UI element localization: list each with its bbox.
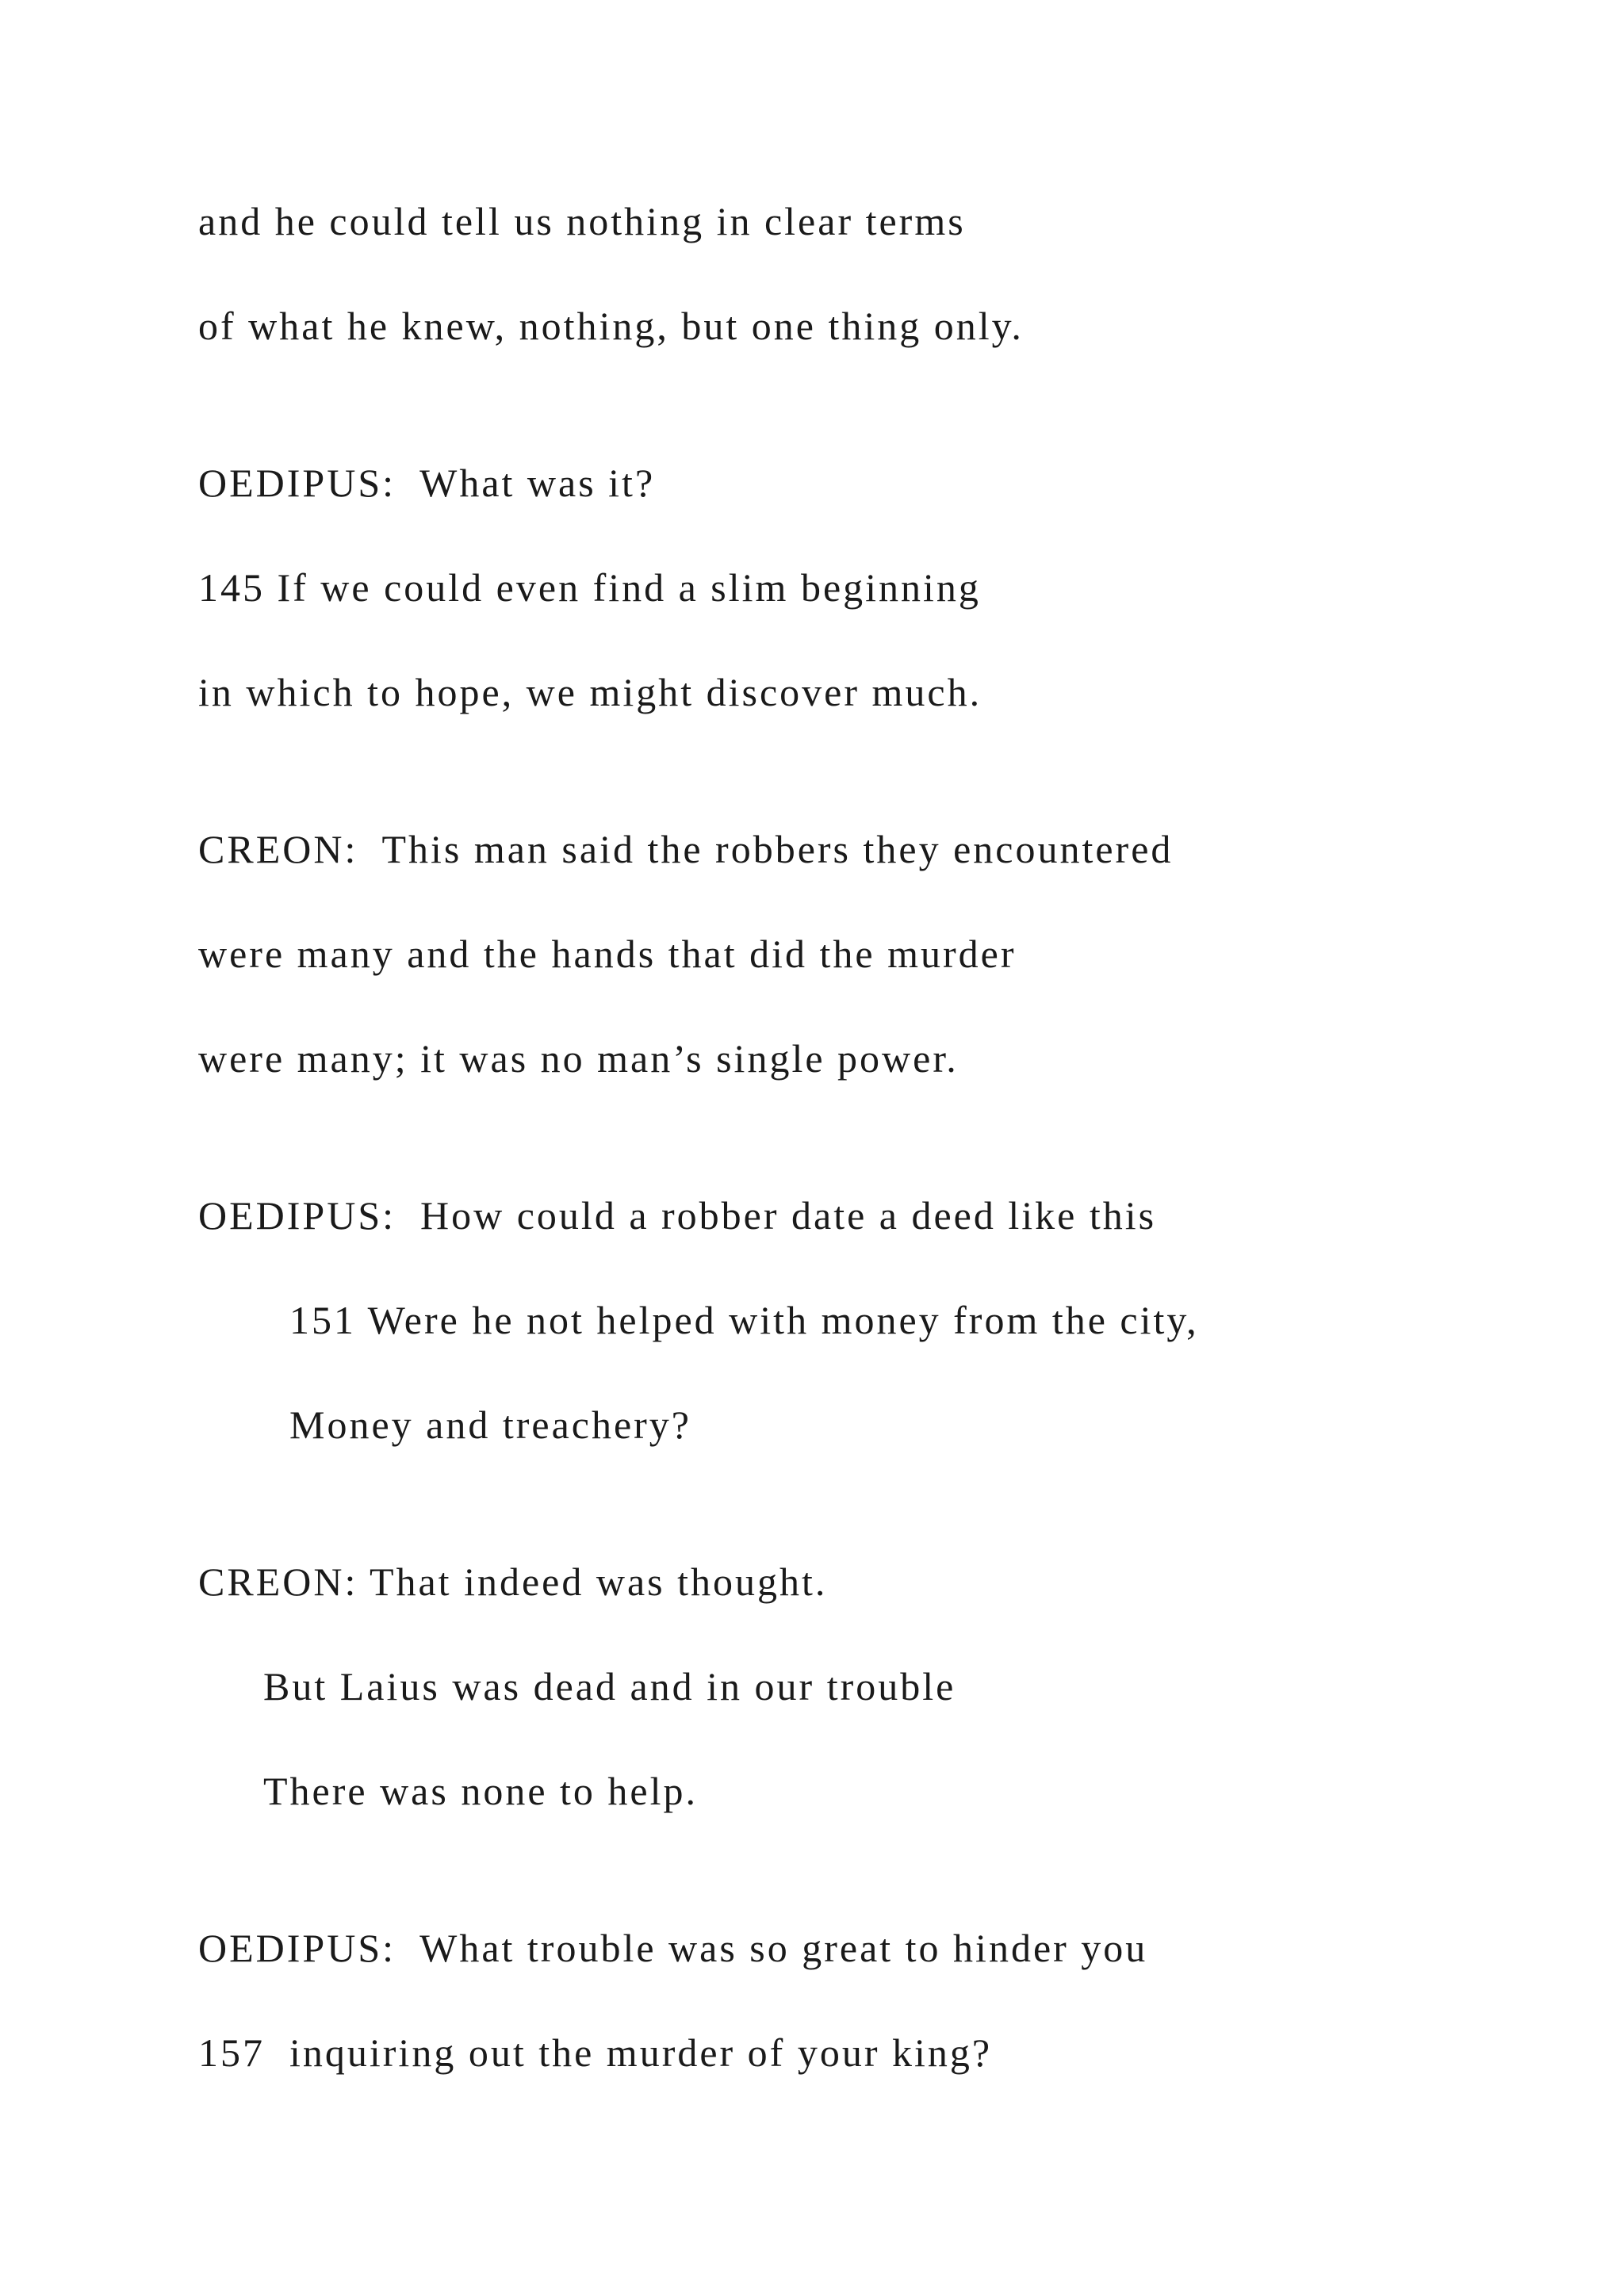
text-line: of what he knew, nothing, but one thing only.	[198, 304, 1024, 348]
numbered-line: 157 inquiring out the murder of your king?	[198, 2030, 993, 2075]
text-line: But Laius was dead and in our trouble	[263, 1664, 956, 1709]
text-line: were many; it was no man’s single power.	[198, 1036, 959, 1081]
speaker-line: CREON: That indeed was thought.	[198, 1559, 828, 1604]
numbered-line: 145 If we could even find a slim beginning	[198, 565, 981, 610]
speaker-line: CREON: This man said the robbers they encountered	[198, 827, 1174, 871]
text-line: Money and treachery?	[289, 1402, 691, 1447]
speaker-line: OEDIPUS: What was it?	[198, 461, 656, 505]
speaker-line: OEDIPUS: How could a robber date a deed like this	[198, 1193, 1157, 1238]
numbered-line: 151 Were he not helped with money from the city,	[289, 1298, 1199, 1342]
text-line: in which to hope, we might discover much.	[198, 670, 982, 714]
text-line: were many and the hands that did the murder	[198, 932, 1017, 976]
speaker-line: OEDIPUS: What trouble was so great to hinder you	[198, 1926, 1148, 1970]
text-line: There was none to help.	[263, 1769, 699, 1813]
text-line: and he could tell us nothing in clear terms	[198, 199, 966, 243]
